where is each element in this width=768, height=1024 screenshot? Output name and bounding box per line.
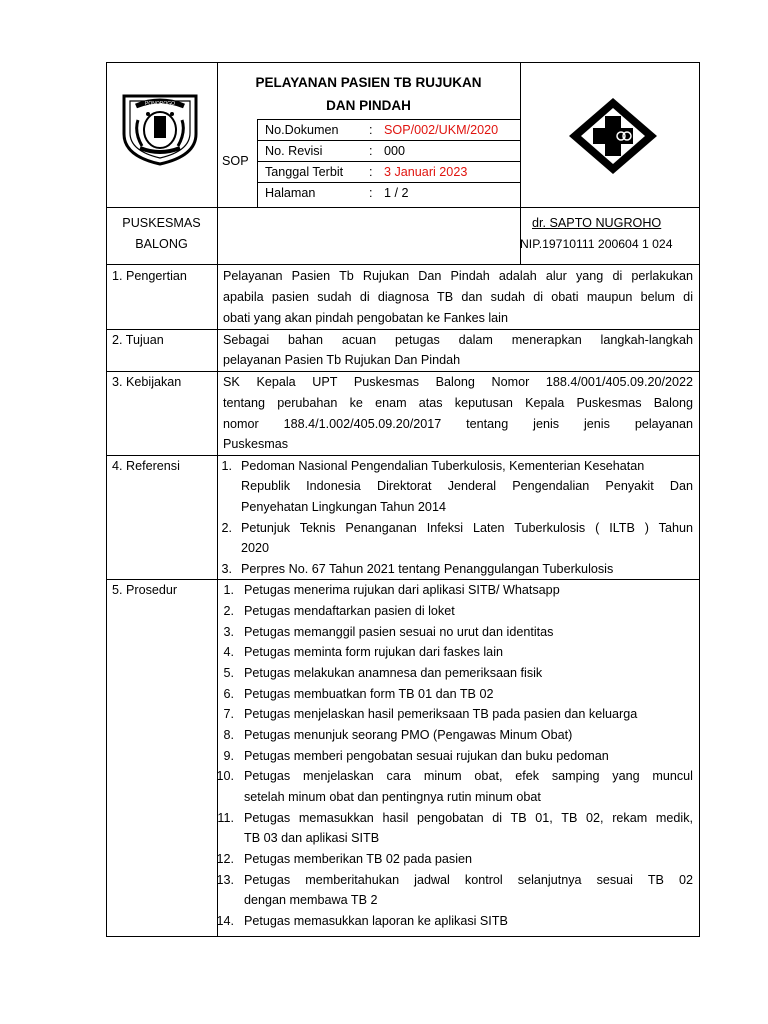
- prosedur-step-number: 3.: [223, 625, 234, 639]
- prosedur-step-line: Petugas memasukkan laporan ke aplikasi SITB: [244, 914, 508, 928]
- section-label-tujuan: 2. Tujuan: [112, 333, 164, 347]
- referensi-item-line: Republik Indonesia Direktorat Jenderal Pengendalian Penyakit Dan: [241, 479, 693, 493]
- prosedur-step-line: Petugas melakukan anamnesa dan pemeriksaan fisik: [244, 666, 543, 680]
- prosedur-step-line: Petugas memberikan TB 02 pada pasien: [244, 852, 472, 866]
- referensi-item-line: Perpres No. 67 Tahun 2021 tentang Penanggulangan Tuberkulosis: [241, 562, 614, 576]
- section-label-referensi: 4. Referensi: [112, 459, 180, 473]
- pengertian-line: apabila pasien sudah di diagnosa TB dan sudah di obati maupun belum di: [223, 290, 693, 304]
- referensi-item-line: Pedoman Nasional Pengendalian Tuberkulosis, Kementerian Kesehatan: [241, 459, 645, 473]
- referensi-item-line: Penyehatan Lingkungan Tahun 2014: [241, 500, 446, 514]
- referensi-item-number: 3.: [221, 562, 232, 576]
- document-title-line1: PELAYANAN PASIEN TB RUJUKAN: [255, 75, 482, 90]
- prosedur-step-number: 4.: [223, 645, 234, 659]
- prosedur-step-number: 5.: [223, 666, 234, 680]
- prosedur-step-line: Petugas menunjuk seorang PMO (Pengawas Minum Obat): [244, 728, 573, 742]
- kebijakan-line: Puskesmas: [223, 437, 289, 451]
- prosedur-step-line: Petugas memanggil pasien sesuai no urut dan identitas: [244, 625, 554, 639]
- referensi-item-line: 2020: [241, 541, 270, 555]
- prosedur-step-number: 11.: [217, 811, 234, 825]
- signer-nip: NIP.19710111 200604 1 024: [520, 237, 673, 251]
- referensi-item-line: Petunjuk Teknis Penanganan Infeksi Laten Tuberkulosis ( ILTB ) Tahun: [241, 521, 693, 535]
- prosedur-step-line: dengan membawa TB 2: [244, 893, 378, 907]
- sop-label: SOP: [222, 154, 249, 168]
- tanggal-terbit-separator: :: [369, 165, 373, 179]
- no-revisi-label: No. Revisi: [265, 144, 323, 158]
- tujuan-line: Sebagai bahan acuan petugas dalam menerapkan langkah-langkah: [223, 333, 693, 347]
- prosedur-step-line: Petugas memasukkan hasil pengobatan di TB 01, TB 02, rekam medik,: [244, 811, 693, 825]
- kebijakan-line: SK Kepala UPT Puskesmas Balong Nomor 188.4/001/405.09.20/2022: [223, 375, 693, 389]
- referensi-item-number: 2.: [221, 521, 232, 535]
- prosedur-step-line: Petugas menjelaskan cara minum obat, efek samping yang muncul: [244, 769, 693, 783]
- prosedur-step-number: 1.: [223, 583, 234, 597]
- org-name-line1: PUSKESMAS: [122, 216, 201, 230]
- puskesmas-logo: [565, 96, 661, 176]
- tanggal-terbit-label: Tanggal Terbit: [265, 165, 344, 179]
- prosedur-step-number: 2.: [223, 604, 234, 618]
- prosedur-step-number: 7.: [223, 707, 234, 721]
- prosedur-step-number: 10.: [216, 769, 234, 783]
- prosedur-step-number: 9.: [223, 749, 234, 763]
- prosedur-step-number: 14.: [216, 914, 234, 928]
- tujuan-line: pelayanan Pasien Tb Rujukan Dan Pindah: [223, 353, 461, 367]
- section-label-prosedur: 5. Prosedur: [112, 583, 178, 597]
- halaman-label: Halaman: [265, 186, 316, 200]
- svg-text:PONOROGO: PONOROGO: [144, 101, 176, 107]
- prosedur-step-line: setelah minum obat dan pentingnya rutin minum obat: [244, 790, 541, 804]
- no-dokumen-label: No.Dokumen: [265, 123, 339, 137]
- no-dokumen-separator: :: [369, 123, 373, 137]
- prosedur-step-number: 6.: [223, 687, 234, 701]
- halaman-value: 1 / 2: [384, 186, 409, 200]
- prosedur-step-line: Petugas mendaftarkan pasien di loket: [244, 604, 455, 618]
- prosedur-step-line: Petugas membuatkan form TB 01 dan TB 02: [244, 687, 494, 701]
- prosedur-step-line: Petugas meminta form rujukan dari faskes lain: [244, 645, 503, 659]
- section-label-pengertian: 1. Pengertian: [112, 269, 187, 283]
- section-label-kebijakan: 3. Kebijakan: [112, 375, 182, 389]
- prosedur-step-line: TB 03 dan aplikasi SITB: [244, 831, 380, 845]
- org-name-line2: BALONG: [135, 237, 188, 251]
- prosedur-step-line: Petugas menjelaskan hasil pemeriksaan TB pada pasien dan keluarga: [244, 707, 638, 721]
- prosedur-step-line: Petugas memberi pengobatan sesuai rujukan dan buku pedoman: [244, 749, 609, 763]
- kebijakan-line: tentang perubahan ke enam atas keputusan Kepala Puskesmas Balong: [223, 396, 693, 410]
- document-title-line2: DAN PINDAH: [326, 98, 411, 113]
- halaman-separator: :: [369, 186, 373, 200]
- pengertian-line: obati yang akan pindah pengobatan ke Fankes lain: [223, 311, 508, 325]
- pengertian-line: Pelayanan Pasien Tb Rujukan Dan Pindah adalah alur yang di perlakukan: [223, 269, 693, 283]
- no-revisi-separator: :: [369, 144, 373, 158]
- prosedur-step-line: Petugas menerima rujukan dari aplikasi SITB/ Whatsapp: [244, 583, 560, 597]
- signer-name: dr. SAPTO NUGROHO: [532, 216, 662, 230]
- no-revisi-value: 000: [384, 144, 406, 158]
- regency-seal-logo: [118, 90, 202, 166]
- referensi-item-number: 1.: [221, 459, 232, 473]
- prosedur-step-number: 13.: [216, 873, 234, 887]
- prosedur-step-number: 8.: [223, 728, 234, 742]
- kebijakan-line: nomor 188.4/1.002/405.09.20/2017 tentang jenis jenis pelayanan: [223, 417, 693, 431]
- prosedur-step-number: 12.: [216, 852, 234, 866]
- prosedur-step-line: Petugas memberitahukan jadwal kontrol selanjutnya sesuai TB 02: [244, 873, 693, 887]
- no-dokumen-value: SOP/002/UKM/2020: [384, 123, 499, 137]
- tanggal-terbit-value: 3 Januari 2023: [384, 165, 468, 179]
